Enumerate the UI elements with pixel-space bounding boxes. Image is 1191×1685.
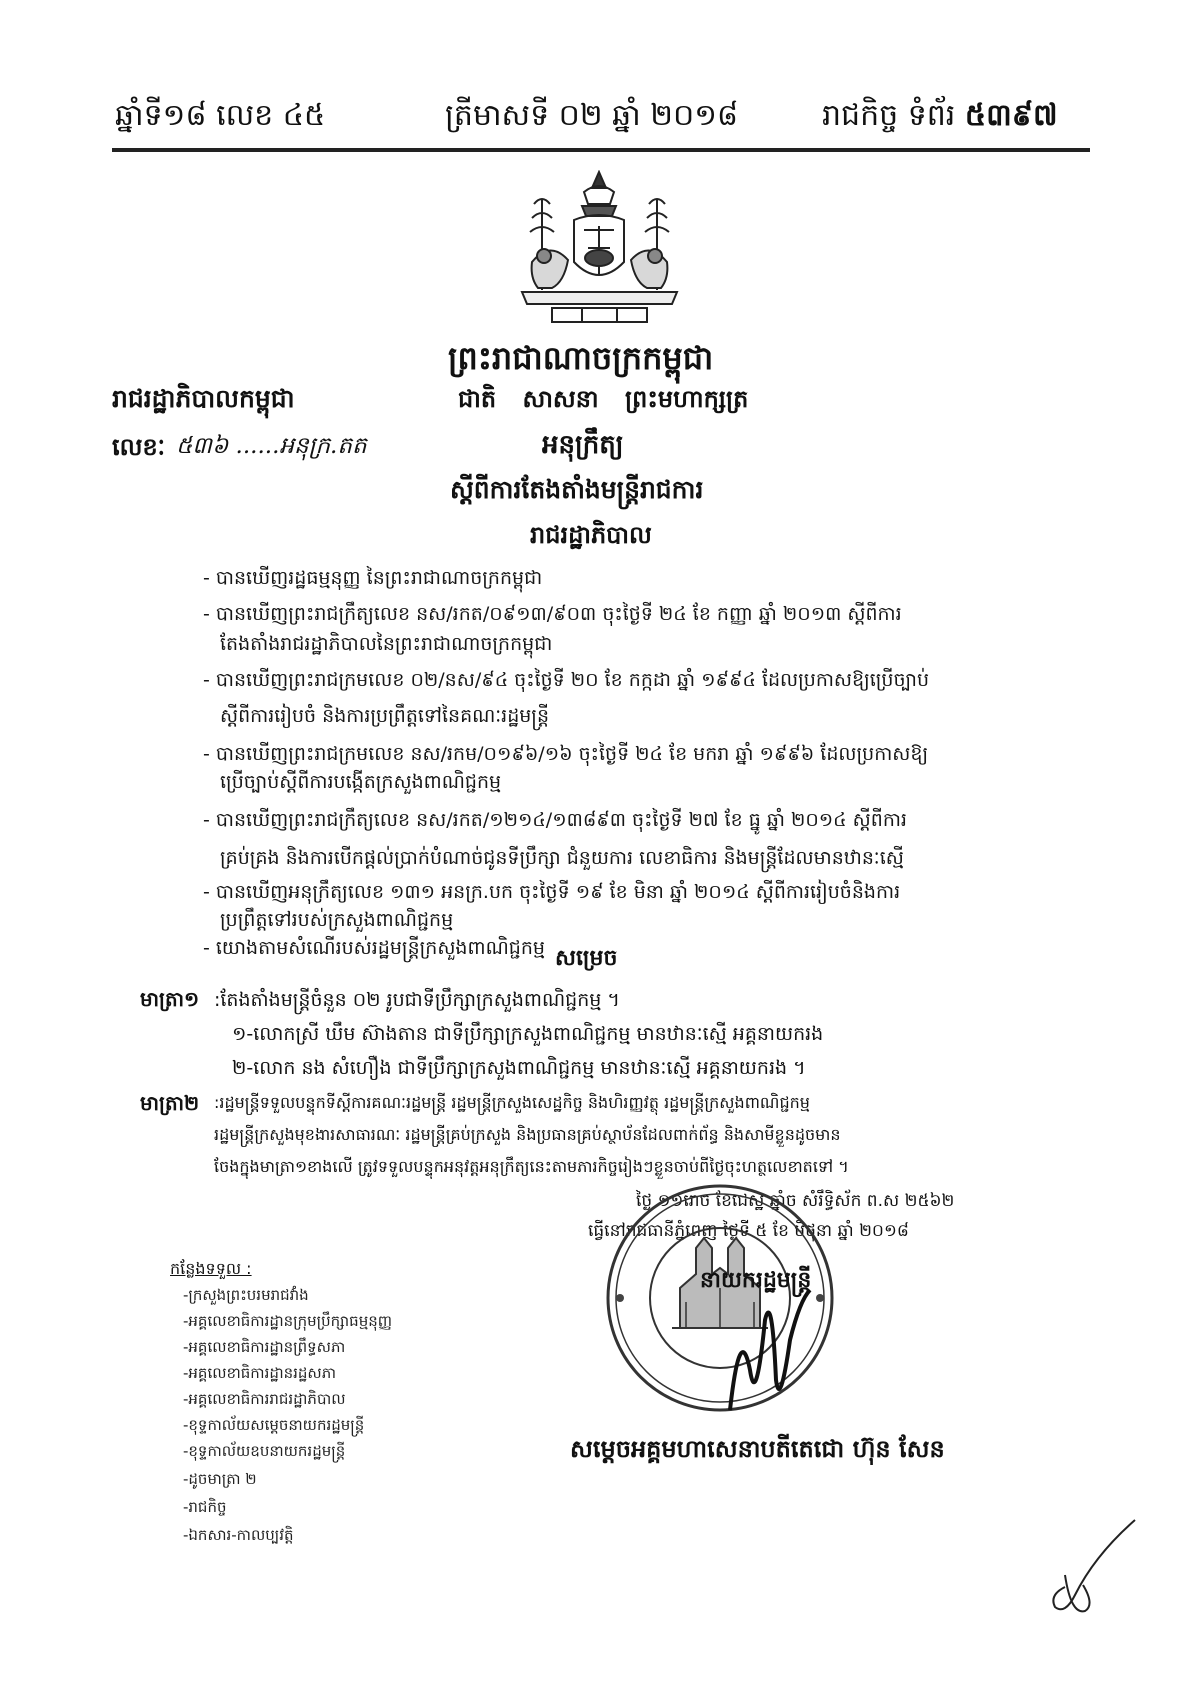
signatory-name: សម្តេចអគ្គមហាសេនាបតីតេជោ ហ៊ុន សែន: [570, 1435, 945, 1463]
document-number-value: ៥៣៦ ......អនុក្រ.តត: [176, 433, 367, 459]
recipient-item: -ខុទ្ទកាល័យសម្តេចនាយករដ្ឋមន្ត្រី: [183, 1416, 365, 1434]
gazette-label: រាជកិច្ច ទំព័រ: [822, 98, 956, 133]
gazette-year-issue: ឆ្នាំទី១៨ លេខ ៤៥: [115, 98, 326, 133]
consideration-line: - បានឃើញព្រះរាជក្រមលេខ នស/រកម/០១៩៦/១៦ ចុះថ្ងៃទី ២៤ ខែ មករា ឆ្នាំ ១៩៩៦ ដែលប្រកាសឱ្យ: [203, 743, 929, 765]
royal-coat-of-arms-icon: [512, 170, 687, 328]
article-1-person-1: ១-លោកស្រី ឃឹម ស៊ាងតាន ជាទីប្រឹក្សាក្រសួងពាណិជ្ជកម្ម មានឋានៈស្មើ អគ្គនាយករង: [232, 1023, 824, 1045]
consideration-line: - យោងតាមសំណើរបស់រដ្ឋមន្ត្រីក្រសួងពាណិជ្ជកម្ម: [203, 937, 545, 959]
recipient-item: -ក្រសួងព្រះបរមរាជវាំង: [183, 1286, 309, 1304]
consideration-line: - បានឃើញព្រះរាជក្រឹត្យលេខ នស/រកត/០៩១៣/៩០៣ ចុះថ្ងៃទី ២៤ ខែ កញ្ញា ឆ្នាំ ២០១៣ ស្តីពីការ: [203, 603, 902, 625]
recipient-item: -អគ្គលេខាធិការដ្ឋានរដ្ឋសភា: [183, 1364, 336, 1382]
document-number-label: លេខៈ: [112, 433, 166, 461]
recipient-item: -ឯកសារ-កាលប្បវត្តិ: [183, 1526, 294, 1544]
recipient-item: -រាជកិច្ច: [183, 1498, 227, 1516]
consideration-line: - បានឃើញព្រះរាជក្រឹត្យលេខ នស/រកត/១២១៤/១៣៨៩៣ ចុះថ្ងៃទី ២៧ ខែ ធ្នូ ឆ្នាំ ២០១៤ ស្តីពីការ: [203, 809, 907, 831]
initials-scribble-icon: [1035, 1515, 1145, 1625]
consideration-line: - បានឃើញព្រះរាជក្រមលេខ ០២/នស/៩៤ ចុះថ្ងៃទី ២០ ខែ កក្កដា ឆ្នាំ ១៩៩៤ ដែលប្រកាសឱ្យប្រើច្បាប់: [203, 669, 930, 691]
consideration-line: តែងតាំងរាជរដ្ឋាភិបាលនៃព្រះរាជាណាចក្រកម្ពុជា: [220, 633, 553, 655]
consideration-line: ប្រើច្បាប់ស្តីពីការបង្កើតក្រសួងពាណិជ្ជកម្ម: [220, 771, 502, 793]
signatory-title: នាយករដ្ឋមន្ត្រី: [700, 1268, 812, 1293]
solar-date: ធ្វើនៅរាជធានីភ្នំពេញ ថ្ងៃទី ៥ ខែ មិថុនា ឆ្នាំ ២០១៨: [588, 1221, 909, 1241]
gazette-page-number: ៥៣៩៧: [964, 98, 1058, 133]
consideration-line: - បានឃើញអនុក្រឹត្យលេខ ១៣១ អនក្រ.បក ចុះថ្ងៃទី ១៩ ខែ មិនា ឆ្នាំ ២០១៤ ស្តីពីការរៀបចំនិងការ: [203, 881, 901, 903]
gazette-quarter: ត្រីមាសទី ០២ ឆ្នាំ ២០១៨: [445, 98, 739, 133]
recipient-item: -អគ្គលេខាធិការដ្ឋានព្រឹទ្ធសភា: [183, 1338, 346, 1356]
consideration-line: គ្រប់គ្រង និងការបើកផ្តល់ប្រាក់បំណាច់ជូនទីប្រឹក្សា ជំនួយការ លេខាធិការ និងមន្ត្រីដែលមានឋានៈស្មើ: [220, 847, 904, 869]
article-2-line-1: :រដ្ឋមន្ត្រីទទួលបន្ទុកទីស្តីការគណៈរដ្ឋមន្ត្រី រដ្ឋមន្ត្រីក្រសួងសេដ្ឋកិច្ច និងហិរញ្ញវត្ថុ រដ្ឋមន្ត្រីក្រសួងពាណិជ្ជកម្ម: [214, 1093, 810, 1112]
national-motto: ជាតិ សាសនា ព្រះមហាក្សត្រ: [458, 385, 749, 413]
article-1-label: មាត្រា១: [140, 987, 200, 1011]
article-2-line-3: ចែងក្នុងមាត្រា១ខាងលើ ត្រូវទទួលបន្ទុកអនុវត្តអនុក្រឹត្យនេះតាមភារកិច្ចរៀងៗខ្លួនចាប់ពីថ្ងៃចុះហត្ថលេខាតទៅ ។: [214, 1157, 849, 1176]
article-1-text: :តែងតាំងមន្ត្រីចំនួន ០២ រូបជាទីប្រឹក្សាក្រសួងពាណិជ្ជកម្ម ។: [214, 989, 620, 1011]
recipients-title: កន្លែងទទួល :: [170, 1259, 252, 1278]
recipient-item: -ខុទ្ទកាល័យឧបនាយករដ្ឋមន្ត្រី: [183, 1442, 346, 1460]
consideration-line: ប្រព្រឹត្តទៅរបស់ក្រសួងពាណិជ្ជកម្ម: [220, 909, 454, 931]
government-title: រាជរដ្ឋាភិបាលកម្ពុជា: [112, 384, 295, 413]
recipient-item: -ដូចមាត្រា ២: [183, 1470, 257, 1488]
article-2-line-2: រដ្ឋមន្ត្រីក្រសួងមុខងារសាធារណៈ រដ្ឋមន្ត្រីគ្រប់ក្រសួង និងប្រធានគ្រប់ស្ថាប័នដែលពាក់ព័ន្ធ និងសាមីខ្លួនដូចមាន: [214, 1125, 841, 1144]
consideration-line: - បានឃើញរដ្ឋធម្មនុញ្ញ នៃព្រះរាជាណាចក្រកម្ពុជា: [203, 567, 543, 589]
handwritten-signature-icon: [710, 1260, 830, 1420]
decision-heading: សម្រេច: [555, 946, 618, 971]
lunar-date: ថ្ងៃ ១១រោច ខែជេស្ឋ ឆ្នាំច សំរឹទ្ធិស័ក ព.ស ២៥៦២: [636, 1191, 955, 1211]
recipient-item: -អគ្គលេខាធិការដ្ឋានក្រុមប្រឹក្សាធម្មនុញ្ញ: [183, 1312, 393, 1330]
kingdom-title: ព្រះរាជាណាចក្រកម្ពុជា: [448, 339, 714, 377]
article-1-person-2: ២-លោក នង សំហឿង ជាទីប្រឹក្សាក្រសួងពាណិជ្ជកម្ម មានឋានៈស្មើ អគ្គនាយករង ។: [232, 1057, 806, 1079]
document-subject: ស្តីពីការតែងតាំងមន្ត្រីរាជការ: [450, 475, 704, 504]
article-2-label: មាត្រា២: [140, 1091, 200, 1115]
header-divider: [112, 148, 1090, 152]
document-type: អនុក្រឹត្យ: [542, 430, 624, 460]
recipient-item: -អគ្គលេខាធិការរាជរដ្ឋាភិបាល: [183, 1390, 346, 1408]
issuer-heading: រាជរដ្ឋាភិបាល: [530, 521, 652, 549]
consideration-line: ស្តីពីការរៀបចំ និងការប្រព្រឹត្តទៅនៃគណៈរដ្ឋមន្ត្រី: [220, 705, 550, 727]
gazette-page: [822, 96, 1058, 140]
